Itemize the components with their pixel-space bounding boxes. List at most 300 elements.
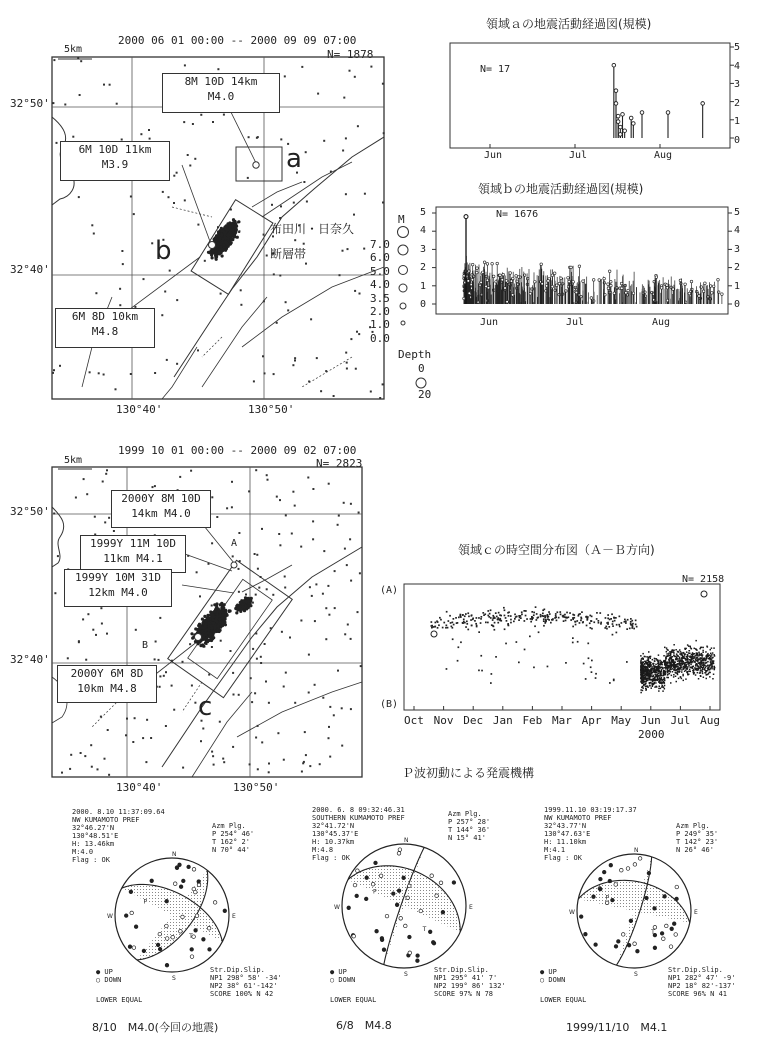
event-head [672,288,675,291]
epicenter-dot [231,506,233,508]
epicenter-dot [162,191,164,193]
down-polarity [165,924,169,928]
epicenter-dot [204,633,207,636]
epicenter-dot [358,512,360,514]
epicenter-dot [293,202,295,204]
epicenter-dot [121,250,123,252]
epicenter-dot [232,746,234,748]
mech3-proj: LOWER EQUAL [540,996,587,1004]
event-dot [704,669,706,671]
epicenter-dot [236,236,239,239]
mech-np-line: SCORE 97% N 78 [434,990,494,998]
epicenter-dot [285,672,287,674]
event-head [613,292,616,295]
event-dot [710,667,712,669]
event-dot [691,661,693,663]
epicenter-dot [189,643,191,645]
down-polarity [633,942,637,946]
epicenter-dot [222,608,225,611]
mech-axes-head: Azm Plg. [676,822,710,830]
chart-b-month-jun: Jun [480,317,499,328]
epicenter-dot [349,538,351,540]
up-polarity [660,932,664,936]
event-dot [702,650,704,652]
event-dot [576,620,578,622]
event-head [640,111,644,115]
event-dot [663,667,665,669]
epicenter-dot [364,193,366,195]
epicenter-dot [325,638,327,640]
epicenter-dot [223,243,226,246]
mech3-beachball [554,846,714,976]
event-head [502,273,505,276]
event-dot [640,674,642,676]
mech-axis: T 142° 23' [676,838,719,846]
event-dot [655,674,657,676]
epicenter-dot [80,752,82,754]
event-dot [650,679,652,681]
epicenter-dot [314,684,316,686]
event-dot [701,670,703,672]
month-label: Dec [463,714,484,727]
event-dot [692,656,694,658]
event-dot [659,686,661,688]
mech-header-line: H: 13.46km [72,840,115,848]
event-dot [662,690,664,692]
event-dot [654,672,656,674]
chart-b-count: N= 1676 [496,209,539,220]
event-dot [510,622,512,624]
event-dot [489,613,491,615]
event-dot [671,666,673,668]
event-dot [530,621,532,623]
epicenter-dot [238,591,240,593]
epicenter-dot [211,496,213,498]
epicenter-dot [221,254,224,257]
epicenter-dot [271,204,273,206]
event-dot [681,671,683,673]
event-dot [648,651,650,653]
event-dot [712,663,714,665]
event-dot [712,652,714,654]
epicenter-dot [345,352,347,354]
event-dot [702,673,704,675]
event-dot [494,617,496,619]
fault-name-line1: 布田川・日奈久 [270,222,355,236]
event-dot [490,617,492,619]
epicenter-dot [323,550,325,552]
epicenter-dot [350,503,352,505]
event-dot [596,618,598,620]
callout-line1: 6M 8D 10km [71,310,139,323]
epicenter-dot [349,70,351,72]
mech3-caption: 1999/11/10 M4.1 [566,1021,668,1034]
epicenter-dot [213,764,215,766]
event-dot [490,609,492,611]
epicenter-dot [221,613,224,616]
event-head [632,292,635,295]
down-polarity [179,930,183,934]
event-dot [677,671,679,673]
event-head [614,102,618,106]
epicenter-dot [255,594,257,596]
event-dot [709,654,711,656]
epicenter-dot [370,66,372,68]
event-dot [565,617,567,619]
event-head [511,294,514,297]
epicenter-dot [234,223,237,226]
epicenter-dot [256,554,258,556]
event-dot [694,672,696,674]
epicenter-dot [370,391,372,393]
event-circle [701,591,707,597]
epicenter-dot [220,242,223,245]
epicenter-dot [80,60,82,62]
callout-line1: 1999Y 11M 10D [89,537,177,550]
up-polarity [614,945,618,949]
event-dot [653,684,655,686]
event-dot [662,685,664,687]
event-dot [611,613,613,615]
epicenter-dot [255,737,257,739]
epicenter-dot [315,583,317,585]
event-head [625,292,628,295]
epicenter-dot [382,202,384,204]
epicenter-dot [217,234,220,237]
mech-header-line: 32°46.27'N [72,824,115,832]
epicenter-dot [320,390,322,392]
event-dot [609,682,611,684]
map1-callout-jun10 [60,141,170,181]
event-dot [705,662,707,664]
epicenter-dot [379,397,381,399]
epicenter-dot [119,288,121,290]
month-label: Jan [492,714,513,727]
event-dot [460,616,462,618]
epicenter-dot [108,774,110,776]
epicenter-dot [344,548,346,550]
event-dot [684,654,686,656]
mech-header-line: M:4.8 [312,846,334,854]
up-polarity [645,896,649,900]
chart-a-month-jul: Jul [569,150,588,161]
epicenter-dot [176,299,178,301]
event-dot [661,682,663,684]
event-dot [460,614,462,616]
mech-axis: N 70° 44' [212,846,250,854]
mech-up: ● UP [96,968,113,976]
epicenter-dot [187,555,189,557]
event-dot [709,658,711,660]
event-dot [494,622,496,624]
epicenter-dot [209,636,212,639]
event-dot [590,666,592,668]
epicenter-dot [218,630,221,633]
event-dot [515,616,517,618]
mech-np-line: NP1 282° 47' -9' [668,974,736,982]
sphere-label: S [404,971,408,978]
callout-line1: 8M 10D 14km [184,75,258,88]
epicenter-dot [359,572,361,574]
chart-b-title: 領域ｂの地震活動経過図(規模) [478,182,644,196]
epicenter-dot [303,761,305,763]
event-dot [707,674,709,676]
event-dot [693,656,695,658]
event-dot [701,667,703,669]
up-polarity [653,907,657,911]
up-polarity [202,938,206,942]
region-c-label: c [198,692,213,722]
event-dot [481,670,483,672]
epicenter-dot [273,273,275,275]
mech-header-line: Flag : OK [312,854,350,862]
event-dot [682,663,684,665]
event-dot [456,622,458,624]
event-dot [682,657,684,659]
event-dot [533,614,535,616]
down-polarity [614,883,618,887]
epicenter-dot [202,636,205,639]
event-head [491,262,494,265]
epicenter-dot [146,719,148,721]
event-dot [670,653,672,655]
down-polarity [430,874,434,878]
epicenter-dot [338,515,340,517]
month-label: Jun [640,714,661,727]
event-dot [666,677,668,679]
event-dot [675,649,677,651]
event-dot [666,667,668,669]
epicenter-dot [294,239,296,241]
event-dot [524,620,526,622]
sphere-label: T [651,928,655,936]
epicenter-dot [237,220,240,223]
event-dot [679,657,681,659]
callout-line2: 11km M4.1 [103,552,163,565]
chart-c-title: 領域ｃの時空間分布図（Ａ－Ｂ方向) [458,543,655,557]
event-dot [683,652,685,654]
epicenter-dot [285,301,287,303]
event-dot [691,667,693,669]
epicenter-dot [165,725,167,727]
event-dot [572,626,574,628]
epicenter-dot [333,714,335,716]
up-polarity [374,861,378,865]
epicenter-dot [350,580,352,582]
event-dot [514,618,516,620]
event-dot [565,620,567,622]
up-polarity [428,930,432,934]
epicenter-dot [53,513,55,515]
epicenter-dot [347,624,349,626]
epicenter-dot [357,125,359,127]
mech-header-line: 130°48.51'E [72,832,119,840]
event-dot [695,640,697,642]
epicenter-dot [165,671,167,673]
event-dot [624,619,626,621]
event-dot [668,667,670,669]
event-dot [669,673,671,675]
event-dot [465,613,467,615]
event-dot [667,649,669,651]
event-dot [437,627,439,629]
epicenter-dot [209,633,212,636]
epicenter-dot [350,638,352,640]
mech-down: ○ DOWN [96,976,122,984]
epicenter-dot [91,766,93,768]
event-dot [647,660,649,662]
up-polarity [584,932,588,936]
epicenter-dot [292,491,294,493]
event-dot [641,682,643,684]
event-dot [635,624,637,626]
legend-mag: 7.0 [370,238,390,251]
event-dot [645,670,647,672]
event-dot [697,659,699,661]
epicenter-dot [311,595,313,597]
event-dot [642,679,644,681]
event-dot [618,624,620,626]
epicenter-dot [211,614,214,617]
event-head [560,277,563,280]
event-head [701,102,705,106]
epicenter-dot [230,650,232,652]
epicenter-dot [359,293,361,295]
event-dot [698,652,700,654]
event-dot [664,678,666,680]
y-tick: 2 [734,262,741,274]
epicenter-dot [310,318,312,320]
event-dot [446,611,448,613]
event-dot [640,670,642,672]
epicenter-dot [106,633,108,635]
event-dot [701,653,703,655]
up-polarity [128,945,132,949]
y-tick: 4 [734,225,741,237]
epicenter-dot [98,372,100,374]
down-polarity [404,924,408,928]
event-dot [463,621,465,623]
event-dot [649,671,651,673]
mech-header-line: 130°47.63'E [544,830,591,838]
event-dot [675,656,677,658]
mech-header-line: NW KUMAMOTO PREF [544,814,612,822]
event-dot [660,667,662,669]
epicenter-dot [169,270,171,272]
event-dot [663,660,665,662]
event-dot [667,674,669,676]
up-polarity [129,890,133,894]
epicenter-dot [308,654,310,656]
epicenter-dot [108,517,110,519]
epicenter-dot [220,234,223,237]
event-dot [466,621,468,623]
epicenter-dot [173,202,175,204]
legend-m-title: M [398,213,405,226]
event-dot [703,659,705,661]
event-dot [542,609,544,611]
up-polarity [647,871,651,875]
mech1-legend [96,968,121,984]
event-dot [550,622,552,624]
event-dot [700,675,702,677]
epicenter-dot [207,616,210,619]
event-dot [681,657,683,659]
event-dot [470,619,472,621]
event-dot [573,614,575,616]
epicenter-dot [218,614,221,617]
event-dot [678,667,680,669]
epicenter-dot [145,761,147,763]
event-head [700,286,703,289]
event-dot [653,668,655,670]
event-head [545,290,548,293]
event-dot [702,669,704,671]
epicenter-dot [221,248,224,251]
event-dot [453,624,455,626]
event-dot [616,632,618,634]
epicenter-dot [276,322,278,324]
mech-header-line: 130°45.37'E [312,830,359,838]
event-dot [529,636,531,638]
mech-np-line: SCORE 96% N 41 [668,990,728,998]
callout-line2: M4.8 [91,325,119,338]
event-head [529,292,532,295]
up-polarity [365,876,369,880]
down-polarity [621,933,625,937]
event-dot [478,670,480,672]
mech1-np [210,966,282,998]
event-dot [466,623,468,625]
event-dot [673,676,675,678]
event-dot [713,674,715,676]
month-label: May [611,714,632,727]
map1-callout-jun8 [55,308,155,348]
event-head [468,292,471,295]
down-polarity [674,933,678,937]
event-dot [640,655,642,657]
event-dot [645,681,647,683]
up-polarity [599,877,603,881]
mechanism-title: Ｐ波初動による発震機構 [402,766,535,780]
event-head [607,283,610,286]
event-dot [652,659,654,661]
event-dot [498,612,500,614]
epicenter-dot [183,121,185,123]
epicenter-dot [59,365,61,367]
epicenter-dot [67,657,69,659]
event-dot [650,673,652,675]
event-dot [693,661,695,663]
down-polarity [633,863,637,867]
event-dot [706,658,708,660]
event-dot [490,682,492,684]
event-dot [713,654,715,656]
event-dot [531,619,533,621]
event-dot [642,686,644,688]
event-dot [683,666,685,668]
event-dot [686,668,688,670]
event-dot [505,617,507,619]
event-dot [700,666,702,668]
event-dot [613,617,615,619]
event-dot [577,641,579,643]
event-dot [660,673,662,675]
event-head [481,271,484,274]
event-dot [610,618,612,620]
event-dot [697,664,699,666]
epicenter-dot [204,625,207,628]
